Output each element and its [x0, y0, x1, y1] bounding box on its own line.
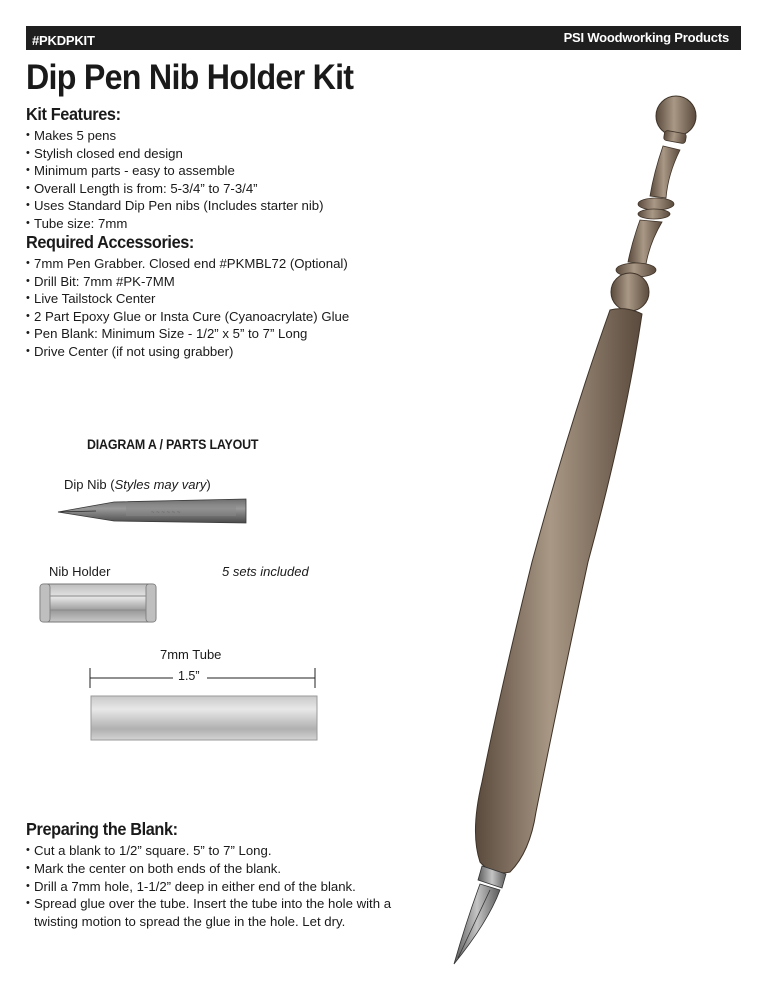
dip-nib-label — [64, 477, 211, 492]
dip-nib-label-close: ) — [206, 477, 211, 492]
required-accessories-heading: Required Accessories: — [26, 232, 194, 252]
diagram-title: DIAGRAM A / PARTS LAYOUT — [87, 437, 259, 452]
list-item: • Uses Standard Dip Pen nibs (Includes starter nib) — [26, 197, 324, 215]
list-item: • Stylish closed end design — [26, 145, 324, 163]
list-item: • Cut a blank to 1/2” square. 5” to 7” Long. — [26, 842, 394, 860]
sets-included-note: 5 sets included — [222, 564, 309, 579]
list-item: • Drive Center (if not using grabber) — [26, 343, 349, 361]
page-title: Dip Pen Nib Holder Kit — [26, 58, 354, 97]
list-item: • 2 Part Epoxy Glue or Insta Cure (Cyanoacrylate) Glue — [26, 308, 349, 326]
preparing-blank-heading: Preparing the Blank: — [26, 819, 178, 839]
dip-nib-label-text: Dip Nib ( — [64, 477, 115, 492]
kit-features-list — [26, 127, 324, 233]
header-bar — [26, 26, 741, 50]
nib-holder-label: Nib Holder — [49, 564, 111, 579]
list-item: • Minimum parts - easy to assemble — [26, 162, 324, 180]
brand-name: PSI Woodworking Products — [563, 29, 729, 45]
svg-text:~ ~ ~ ~ ~ ~: ~ ~ ~ ~ ~ ~ — [151, 510, 181, 516]
list-item: • 7mm Pen Grabber. Closed end #PKMBL72 (Optional) — [26, 255, 349, 273]
product-code: #PKDPKIT — [32, 32, 95, 48]
nib-holder-image — [38, 582, 158, 624]
list-item: • Spread glue over the tube. Insert the tube into the hole with a twisting motion to spread the glue in the hole. Let dry. — [26, 895, 394, 931]
finished-pen-image — [440, 92, 720, 972]
list-item: • Tube size: 7mm — [26, 215, 324, 233]
tube-dimension-line — [89, 668, 317, 688]
required-accessories-list — [26, 255, 349, 361]
required-accessories-section — [26, 232, 349, 361]
list-item: • Overall Length is from: 5-3/4” to 7-3/4” — [26, 180, 324, 198]
list-item: • Makes 5 pens — [26, 127, 324, 145]
kit-features-section — [26, 104, 324, 233]
list-item: • Pen Blank: Minimum Size - 1/2” x 5” to 7” Long — [26, 325, 349, 343]
preparing-blank-list — [26, 842, 394, 931]
kit-features-heading: Kit Features: — [26, 104, 121, 124]
tube-dimension-value: 1.5” — [178, 669, 200, 683]
list-item: • Drill a 7mm hole, 1-1/2” deep in either end of the blank. — [26, 878, 394, 896]
list-item: • Drill Bit: 7mm #PK-7MM — [26, 273, 349, 291]
tube-image — [90, 695, 318, 741]
list-item: • Mark the center on both ends of the blank. — [26, 860, 394, 878]
tube-label: 7mm Tube — [160, 647, 222, 662]
dip-nib-image — [56, 496, 248, 526]
dip-nib-note: Styles may vary — [114, 477, 207, 492]
list-item: • Live Tailstock Center — [26, 290, 349, 308]
preparing-blank-section — [26, 819, 394, 931]
